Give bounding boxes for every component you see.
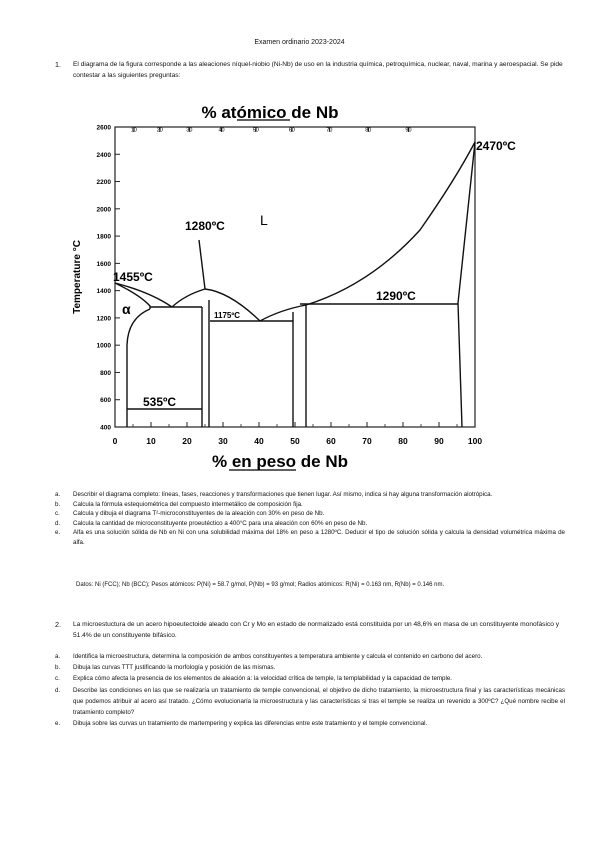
y-axis-label: Temperature °C (72, 240, 83, 314)
plot-frame (115, 127, 475, 427)
annotation-1280: 1280ºC (185, 219, 225, 233)
y-tick-label: 2400 (96, 151, 111, 159)
annotation-535: 535ºC (143, 395, 177, 409)
item-label: d. (55, 686, 61, 694)
y-tick-label: 1600 (96, 260, 111, 268)
q2-item-d (55, 685, 565, 719)
y-tick-label: 800 (100, 369, 111, 377)
x-tick-label: 40 (254, 436, 264, 446)
x-tick-label: 90 (434, 436, 444, 446)
solidus-right (458, 142, 475, 427)
q1-item-c (55, 509, 565, 519)
item-text: Calcula la cantidad de microconstituyente proeutéctico a 400°C para una aleación con 60% en peso de Nb. (73, 519, 368, 527)
item-text: Calcula la fórmula estequiométrica del compuesto intermetálico de composición fija. (73, 500, 303, 508)
q2-item-c (55, 673, 565, 684)
q1-item-d (55, 519, 565, 529)
top-tick-label: 20 (156, 127, 163, 134)
top-tick-label: 50 (252, 127, 259, 134)
item-label: c. (55, 675, 60, 683)
annotation-1175: 1175ºC (214, 311, 241, 320)
y-tick-label: 600 (100, 397, 111, 405)
item-text: Describir el diagrama completo: líneas, fases, reacciones y transformaciones que tienen lugar. Así mismo, indica si hay alguna transformación alotrópica. (73, 491, 493, 498)
item-label: e. (55, 720, 61, 728)
solidus-left (115, 283, 150, 309)
item-label: d. (55, 519, 61, 527)
question-number-1: 1. (55, 60, 61, 69)
x-tick-label: 80 (398, 436, 408, 446)
q2-item-b (55, 662, 565, 673)
annotation-2470: 2470ºC (476, 139, 516, 153)
x-tick-label: 20 (182, 436, 192, 446)
x-tick-label: 50 (290, 436, 300, 446)
item-label: a. (55, 491, 61, 498)
top-axis-ticks (131, 127, 412, 134)
x-tick-label: 70 (362, 436, 372, 446)
question-number-2: 2. (55, 620, 61, 629)
chart-title: % atómico de Nb (201, 103, 339, 122)
y-tick-label: 1800 (96, 233, 111, 241)
item-label: b. (55, 500, 61, 508)
liquidus-right (306, 142, 475, 305)
item-text: Identifica la microestructura, determina la composición de ambos constituyentes a temperatura ambiente y calcula el contenido en carbono del acero. (73, 653, 483, 660)
item-text: Dibuja sobre las curvas un tratamiento de martempering y explica las diferencias entre este tratamiento y el temple convencional. (73, 720, 428, 728)
annotation-1290: 1290ºC (376, 289, 416, 303)
top-tick-label: 60 (288, 127, 295, 134)
liquidus-eutectic2 (260, 305, 306, 321)
question-1-text: El diagrama de la figura corresponde a las aleaciones níquel-niobio (Ni-Nb) de uso en la industria química, petroquímica, nuclear, naval, marina y aeroespacial. Se pide contestar a las siguientes preguntas: (73, 61, 563, 79)
top-tick-label: 30 (186, 127, 193, 134)
annotation-liquid: L (260, 212, 268, 228)
y-tick-label: 1400 (96, 288, 111, 296)
q2-item-a (55, 651, 565, 662)
x-tick-label: 100 (467, 436, 483, 446)
annotation-alpha: α (122, 301, 131, 317)
y-tick-label: 2600 (96, 124, 111, 132)
x-tick-label: 10 (146, 436, 156, 446)
item-text: Calcula y dibuja el diagrama T²-microconstituyentes de la aleación con 30% en peso de Nb. (73, 510, 325, 518)
q1-item-b (55, 500, 565, 510)
top-tick-label: 90 (405, 127, 412, 134)
q1-item-a (55, 490, 565, 500)
item-label: a. (55, 653, 61, 660)
peritectic-pointer (199, 240, 205, 289)
q1-item-e (55, 528, 565, 547)
item-label: b. (55, 664, 61, 672)
question-2-items (55, 651, 565, 729)
top-tick-label: 80 (365, 127, 372, 134)
page-header: Examen ordinario 2023-2024 (254, 39, 345, 46)
x-tick-label: 0 (112, 436, 118, 446)
x-tick-label: 60 (326, 436, 336, 446)
item-label: e. (55, 529, 61, 537)
item-text: Alfa es una solución sólida de Nb en Ni con una solubilidad máxima del 18% en peso a 1280ºC. Deducir el tipo de solución sólida y calcula la densidad volumétrica máxima de alfa. (73, 529, 565, 546)
q2-item-e (55, 718, 565, 729)
y-tick-label: 2000 (96, 206, 111, 214)
x-axis-ticks (113, 422, 483, 446)
y-tick-label: 1200 (96, 315, 111, 323)
data-line: Datos: Ni (FCC); Nb (BCC); Pesos atómicos: P(Ni) = 58.7 g/mol, P(Nb) = 93 g/mol; Radios atómicos: R(Ni) = 0.163 nm, R(Nb) = 0.146 nm. (76, 582, 445, 588)
item-text: Dibuja las curvas TTT justificando la morfología y posición de las mismas. (73, 664, 276, 672)
x-axis-label: % en peso de Nb (211, 452, 349, 471)
annotation-1455: 1455ºC (113, 270, 153, 284)
question-1-items (55, 490, 565, 548)
item-text: Describe las condiciones en las que se realizaría un tratamiento de temple convencional, el objetivo de dicho tratamiento, la microestructura final y las características mecánicas que podemos atribuir al acero así tratado. ¿Cómo evolucionaría la microestructura y las características si tras el temple se realiza un revenido a 300ºC? ¿Qué nombre recibe el tratamiento completo? (73, 686, 565, 717)
top-tick-label: 10 (130, 127, 137, 134)
item-text: Explica cómo afecta la presencia de los elementos de aleación a: la velocidad crítica de temple, la templabilidad y la capacidad de temple. (73, 675, 453, 683)
question-2-text: La microestuctura de un acero hipoeutectoide aleado con Cr y Mo en estado de normalizado está constituida por un 48,6% en masa de un constituyente monofásico y 51.4% de un constituyente bifásico. (73, 621, 560, 639)
top-tick-label: 40 (218, 127, 225, 134)
y-tick-label: 400 (100, 424, 111, 432)
item-label: c. (55, 510, 60, 518)
top-tick-label: 70 (326, 127, 333, 134)
y-tick-label: 2200 (96, 179, 111, 187)
phase-boundaries (115, 142, 475, 427)
x-tick-label: 30 (218, 436, 228, 446)
y-tick-label: 1000 (96, 342, 111, 350)
